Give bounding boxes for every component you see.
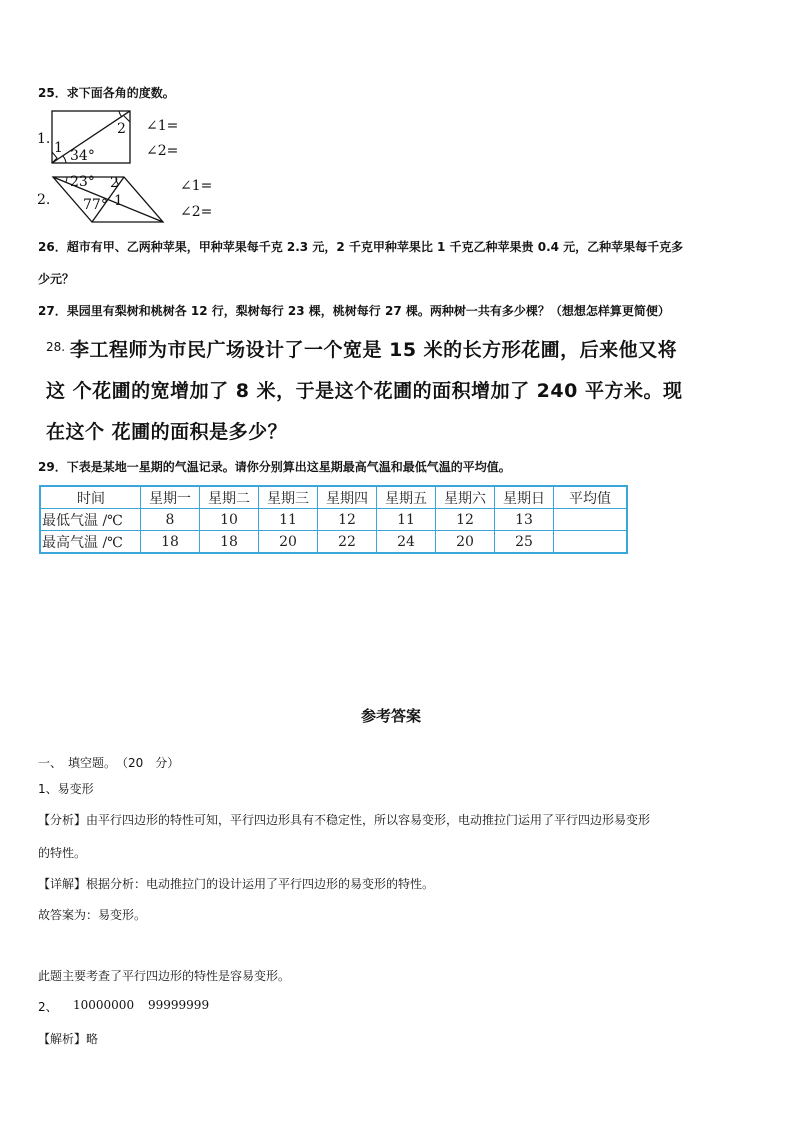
answer-1-final: 故答案为：易变形。 — [38, 908, 147, 922]
answer-1-title: 1、易变形 — [38, 782, 94, 796]
answer-1-detail: 【详解】根据分析：电动推拉门的设计运用了平行四边形的易变形的特性。 — [38, 877, 435, 891]
table-cell: 11 — [259, 509, 318, 531]
table-row — [40, 531, 627, 554]
fig2-angle-2: 2 — [110, 175, 119, 191]
header-cell: 星期六 — [436, 486, 495, 509]
table-cell: 12 — [436, 509, 495, 531]
answers-section-title: 一、 填空题。 （20 分） — [38, 756, 180, 770]
fig2-answer-2: ∠2= — [180, 204, 213, 220]
fig1-degree: 34° — [70, 148, 95, 164]
answer-2-explanation: 【解析】略 — [38, 1032, 99, 1046]
table-cell: 13 — [495, 509, 554, 531]
temperature-table — [39, 485, 628, 554]
table-cell: 24 — [377, 531, 436, 554]
table-cell: 18 — [200, 531, 259, 554]
fig1-label: 1. — [37, 131, 51, 147]
answer-1-analysis-line2: 的特性。 — [38, 846, 87, 860]
q25-title: 25．求下面各角的度数。 — [38, 86, 175, 100]
fig2-degree-77: 77° — [83, 197, 108, 213]
q28-line3: 在这个 花圃的面积是多少？ — [46, 421, 288, 443]
table-cell: 18 — [141, 531, 200, 554]
fig1-angle-2: 2 — [117, 121, 126, 137]
table-cell: 22 — [318, 531, 377, 554]
answers-heading: 参考答案 — [361, 707, 422, 725]
answer-2-value-1: 10000000 — [73, 998, 135, 1012]
fig1-answer-2: ∠2= — [146, 143, 179, 159]
table-cell: 8 — [141, 509, 200, 531]
average-cell[interactable] — [554, 509, 628, 531]
table-cell: 10 — [200, 509, 259, 531]
row-label: 最高气温 /℃ — [40, 531, 141, 554]
fig2-label: 2. — [37, 192, 51, 208]
average-cell[interactable] — [554, 531, 628, 554]
q28-line2: 这 个花圃的宽增加了 8 米，于是这个花圃的面积增加了 240 平方米。现 — [46, 380, 683, 402]
row-label: 最低气温 /℃ — [40, 509, 141, 531]
header-cell: 星期三 — [259, 486, 318, 509]
table-row — [40, 509, 627, 531]
answer-2-number: 2、 — [38, 1000, 58, 1014]
answer-2-value-2: 99999999 — [148, 998, 210, 1012]
header-cell: 星期五 — [377, 486, 436, 509]
header-cell: 平均值 — [554, 486, 628, 509]
table-header-row — [40, 486, 627, 509]
header-cell: 星期二 — [200, 486, 259, 509]
answer-1-summary: 此题主要考查了平行四边形的特性是容易变形。 — [38, 969, 291, 983]
header-cell: 星期四 — [318, 486, 377, 509]
header-cell: 时间 — [40, 486, 141, 509]
table-cell: 12 — [318, 509, 377, 531]
q29-text: 29．下表是某地一星期的气温记录。请你分别算出这星期最高气温和最低气温的平均值。 — [38, 460, 511, 474]
fig2-answer-1: ∠1= — [180, 178, 213, 194]
fig2-angle-1: 1 — [114, 193, 123, 209]
table-cell: 25 — [495, 531, 554, 554]
figure-parallelogram — [50, 172, 168, 228]
q28-line1: 李工程师为市民广场设计了一个宽是 15 米的长方形花圃，后来他又将 — [70, 339, 678, 361]
table-cell: 20 — [436, 531, 495, 554]
table-cell: 11 — [377, 509, 436, 531]
q26-line1: 26．超市有甲、乙两种苹果，甲种苹果每千克 2.3 元，2 千克甲种苹果比 1 千克乙种苹果贵 0.4 元，乙种苹果每千克多 — [38, 240, 684, 254]
q27-text: 27．果园里有梨树和桃树各 12 行，梨树每行 23 棵，桃树每行 27 棵。两种树一共有多少棵？（想想怎样算更简便） — [38, 304, 670, 318]
answer-1-analysis-line1: 【分析】由平行四边形的特性可知，平行四边形具有不稳定性，所以容易变形，电动推拉门运用了平行四边形易变形 — [38, 813, 651, 827]
q26-line2: 少元？ — [38, 272, 75, 286]
fig1-angle-1: 1 — [54, 140, 63, 156]
fig1-answer-1: ∠1= — [146, 118, 179, 134]
q28-number: 28. — [46, 340, 66, 354]
header-cell: 星期日 — [495, 486, 554, 509]
fig2-degree-23: 23° — [70, 174, 95, 190]
table-cell: 20 — [259, 531, 318, 554]
header-cell: 星期一 — [141, 486, 200, 509]
